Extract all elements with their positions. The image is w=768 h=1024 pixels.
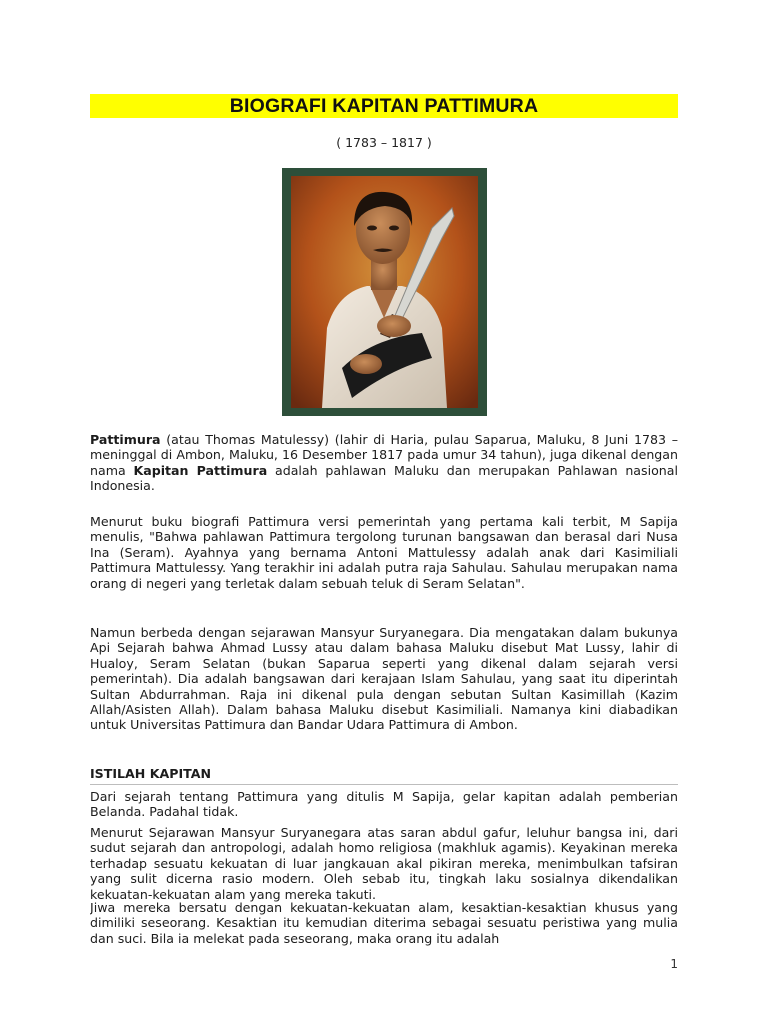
kapitan-paragraph-2: Menurut Sejarawan Mansyur Suryanegara atas saran abdul gafur, leluhur bangsa ini, dari sudut sejarah dan antropologi, adalah homo religiosa (makhluk agamis). Keyakinan mereka terhadap sesuatu kekuatan di luar jangkauan akal pikiran mereka, menimbulkan tafsiran yang sulit dicerna rasio modern. Oleh sebab itu, tingkah laku sosialnya dikendalikan kekuatan-kekuatan alam yang mereka takuti. (90, 825, 678, 902)
intro-text-1: (atau Thomas Matulessy) (lahir di Haria, pulau Saparua, Maluku, 8 Juni 1783 – meninggal di Ambon, Maluku, 16 Desember 1817 pada umur 34 tahun), juga dikenal dengan nama (90, 432, 678, 478)
intro-paragraph (90, 432, 678, 494)
kapitan-paragraph-3: Jiwa mereka bersatu dengan kekuatan-kekuatan alam, kesaktian-kesaktian khusus yang dimiliki seseorang. Kesaktian itu kemudian diterima sebagai sesuatu peristiwa yang mulia dan suci. Bila ia melekat pada seseorang, maka orang itu adalah (90, 900, 678, 946)
alternative-history-paragraph: Namun berbeda dengan sejarawan Mansyur Suryanegara. Dia mengatakan dalam bukunya Api Sejarah bahwa Ahmad Lussy atau dalam bahasa Maluku disebut Mat Lussy, lahir di Hualoy, Seram Selatan (bukan Saparua seperti yang dikenal dalam sejarah versi pemerintah). Dia adalah bangsawan dari kerajaan Islam Sahulau, yang saat itu diperintah Sultan Abdurrahman. Raja ini dikenal pula dengan sebutan Sultan Kasimillah (Kazim Allah/Asisten Allah). Dalam bahasa Maluku disebut Kasimiliali. Namanya kini diabadikan untuk Universitas Pattimura dan Bandar Udara Pattimura di Ambon. (90, 625, 678, 733)
document-title: BIOGRAFI KAPITAN PATTIMURA (90, 94, 678, 118)
section-heading: ISTILAH KAPITAN (90, 766, 678, 785)
biography-paragraph: Menurut buku biografi Pattimura versi pemerintah yang pertama kali terbit, M Sapija menulis, "Bahwa pahlawan Pattimura tergolong turunan bangsawan dan berasal dari Nusa Ina (Seram). Ayahnya yang bernama Antoni Mattulessy adalah anak dari Kasimiliali Pattimura Mattulessy. Yang terakhir ini adalah putra raja Sahulau. Sahulau merupakan nama orang di negeri yang terletak dalam sebuah teluk di Seram Selatan". (90, 514, 678, 591)
intro-text-2: adalah pahlawan Maluku dan merupakan Pahlawan nasional Indonesia. (90, 462, 678, 494)
portrait-image (282, 168, 487, 416)
alias-bold: Kapitan Pattimura (133, 462, 268, 478)
kapitan-paragraph-1: Dari sejarah tentang Pattimura yang ditulis M Sapija, gelar kapitan adalah pemberian Belanda. Padahal tidak. (90, 789, 678, 820)
life-years: ( 1783 – 1817 ) (336, 135, 432, 150)
name-bold: Pattimura (90, 432, 161, 447)
page-number: 1 (670, 957, 678, 971)
